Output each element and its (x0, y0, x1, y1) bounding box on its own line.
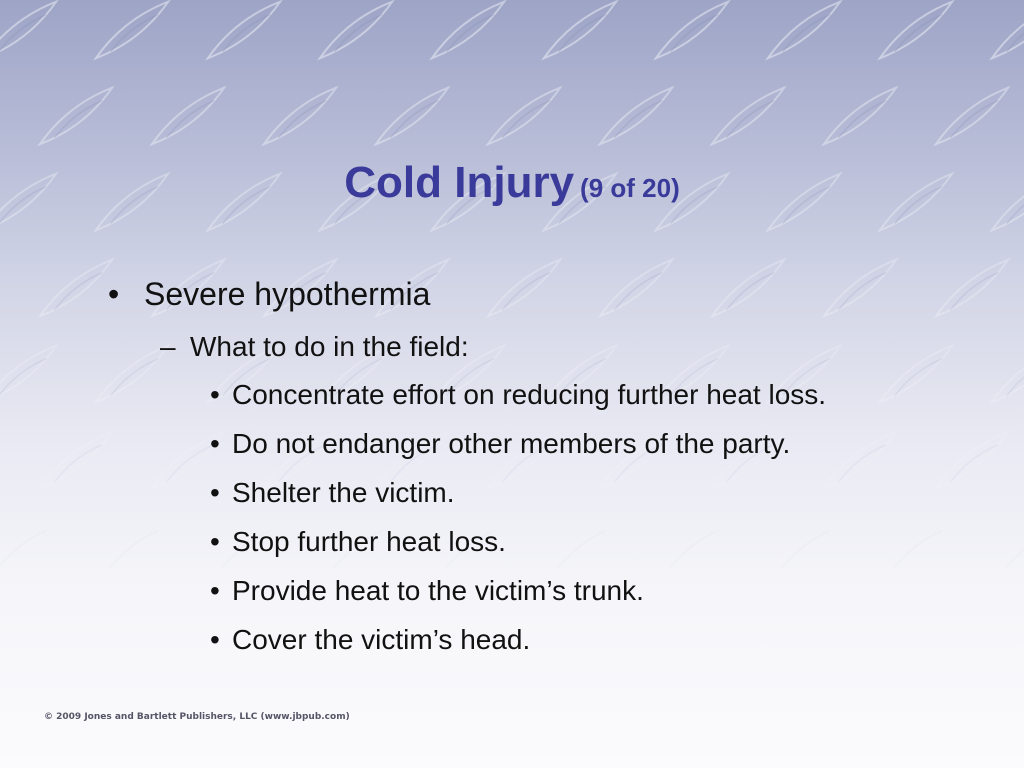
list-item (210, 379, 826, 411)
bullet-marker: • (210, 575, 220, 606)
dash-marker: – (160, 331, 176, 362)
bullet-marker: • (210, 526, 220, 557)
slide-title (0, 158, 1024, 208)
sub-bullet-text: What to do in the field: (190, 331, 469, 362)
bullet-level-2 (160, 331, 469, 363)
bullet-marker: • (210, 379, 220, 410)
list-item (210, 526, 506, 558)
copyright-footer: © 2009 Jones and Bartlett Publishers, LLC (www.jbpub.com) (44, 712, 350, 722)
bullet-marker: • (210, 477, 220, 508)
title-page-count: (9 of 20) (580, 173, 680, 203)
bullet-marker: • (210, 624, 220, 655)
list-item-text: Concentrate effort on reducing further heat loss. (232, 379, 827, 410)
list-item-text: Provide heat to the victim’s trunk. (232, 575, 644, 606)
list-item (210, 624, 530, 656)
list-item-text: Cover the victim’s head. (232, 624, 531, 655)
title-text: Cold Injury (344, 158, 575, 207)
bullet-level-1 (108, 276, 430, 313)
bullet-text: Severe hypothermia (144, 276, 431, 312)
list-item-text: Shelter the victim. (232, 477, 455, 508)
list-item-text: Do not endanger other members of the party. (232, 428, 791, 459)
list-item (210, 477, 455, 509)
list-item (210, 428, 790, 460)
list-item-text: Stop further heat loss. (232, 526, 506, 557)
list-item (210, 575, 644, 607)
bullet-marker: • (108, 276, 120, 312)
bullet-marker: • (210, 428, 220, 459)
